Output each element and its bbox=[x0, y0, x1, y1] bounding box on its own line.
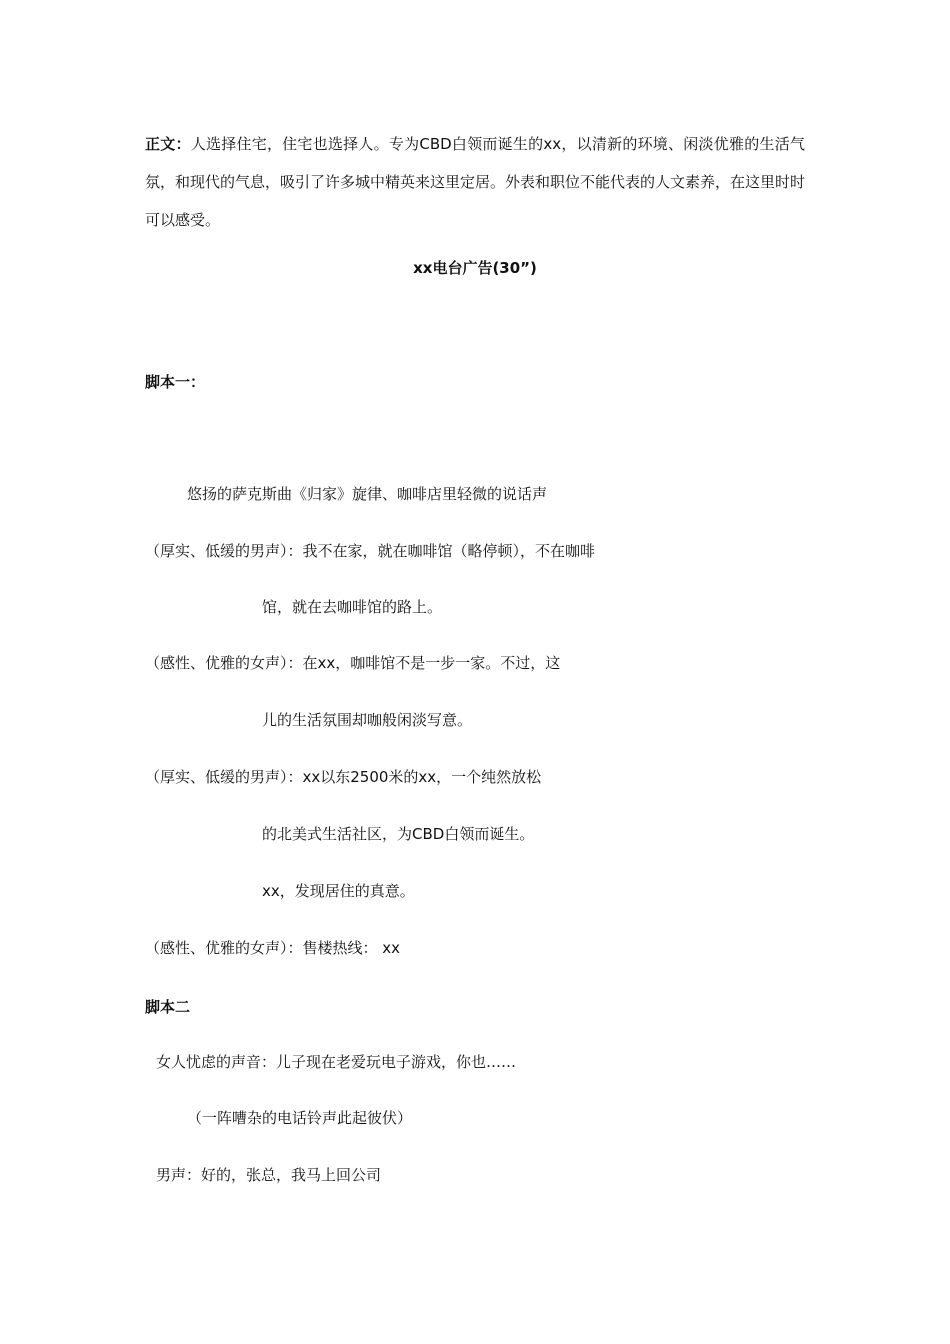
script2-line: （一阵嘈杂的电话铃声此起彼伏） bbox=[187, 1109, 413, 1127]
intro-text: 人选择住宅，住宅也选择人。专为CBD白领而诞生的xx，以清新的环境、闲淡优雅的生活气氛，和现代的气息，吸引了许多城中精英来这里定居。外表和职位不能代表的人文素养，在这里时时可以感受。 bbox=[145, 135, 806, 229]
script1-line: 的北美式生活社区，为CBD白领而诞生。 bbox=[262, 825, 535, 843]
ad-title: xx电台广告(30”) bbox=[413, 259, 537, 277]
script2-heading: 脚本二 bbox=[145, 998, 191, 1016]
script1-line: （厚实、低缓的男声）：xx以东2500米的xx，一个纯然放松 bbox=[145, 768, 542, 786]
script1-line: 悠扬的萨克斯曲《归家》旋律、咖啡店里轻微的说话声 bbox=[187, 485, 548, 503]
script1-line: xx，发现居住的真意。 bbox=[262, 882, 415, 900]
script1-line: （感性、优雅的女声）：售楼热线： xx bbox=[145, 939, 401, 957]
script2-line: 男声：好的，张总，我马上回公司 bbox=[156, 1166, 382, 1184]
script2-line: 女人忧虑的声音：儿子现在老爱玩电子游戏，你也…… bbox=[156, 1053, 517, 1071]
script1-line: （厚实、低缓的男声）：我不在家，就在咖啡馆（略停顿），不在咖啡 bbox=[145, 542, 596, 560]
script1-line: 儿的生活氛围却咖般闲淡写意。 bbox=[262, 711, 473, 729]
script1-line: （感性、优雅的女声）：在xx，咖啡馆不是一步一家。不过，这 bbox=[145, 654, 561, 672]
script1-heading: 脚本一： bbox=[145, 373, 206, 391]
intro-paragraph bbox=[145, 125, 805, 239]
intro-label: 正文： bbox=[145, 135, 191, 153]
script1-line: 馆，就在去咖啡馆的路上。 bbox=[262, 598, 443, 616]
